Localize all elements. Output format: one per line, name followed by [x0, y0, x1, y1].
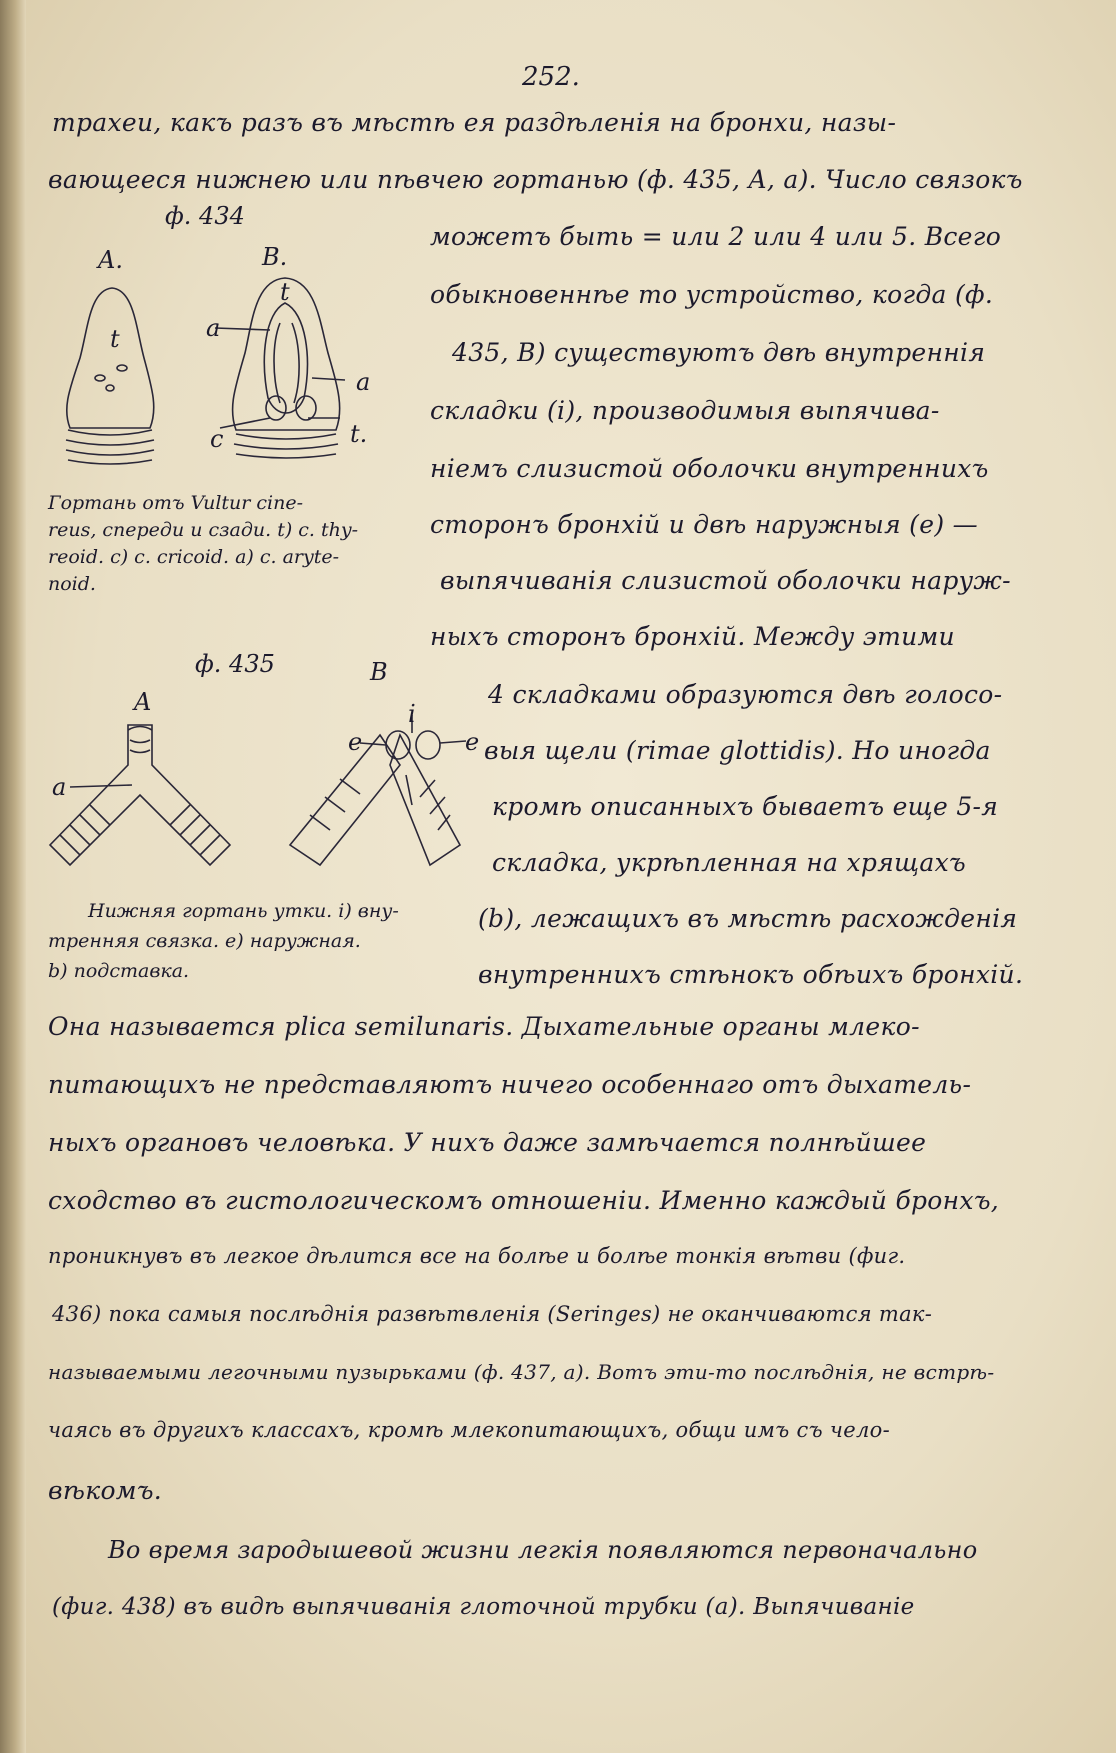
text-line: Во время зародышевой жизни легкія появляются первоначально: [108, 1536, 978, 1564]
text-line: сторонъ бронхій и двѣ наружныя (e) —: [430, 510, 978, 539]
text-line: питающихъ не представляютъ ничего особеннаго отъ дыхатель-: [48, 1070, 972, 1099]
figure-434-label-b: B.: [262, 243, 288, 271]
text-line: Она называется plica semilunaris. Дыхательные органы млеко-: [48, 1012, 920, 1041]
text-line: кромѣ описанныхъ бываетъ еще 5-я: [492, 792, 999, 821]
figure-label-435: ф. 435: [195, 650, 275, 678]
text-line: ніемъ слизистой оболочки внутреннихъ: [430, 454, 989, 483]
text-line: 4 складками образуются двѣ голосо-: [488, 680, 1003, 709]
diagram-letter-t: t: [110, 325, 120, 353]
figure-caption-434-line: reoid. c) c. cricoid. a) c. aryte-: [48, 546, 340, 568]
diagram-letter-e: e: [348, 728, 363, 756]
diagram-letter-a: a: [52, 773, 67, 801]
text-line: можетъ быть = или 2 или 4 или 5. Всего: [430, 222, 1002, 251]
larynx-figure-434: [40, 268, 380, 488]
text-line: (b), лежащихъ въ мѣстѣ расхожденія: [478, 904, 1018, 933]
figure-caption-435-line: тренняя связка. e) наружная.: [48, 930, 361, 952]
text-line: чаясь въ другихъ классахъ, кромѣ млекопитающихъ, общи имъ съ чело-: [48, 1418, 890, 1442]
figure-caption-435-line: b) подставка.: [48, 960, 190, 982]
diagram-letter-t: t: [280, 278, 290, 306]
text-line: выя щели (rimae glottidis). Но иногда: [484, 736, 991, 765]
figure-435-label-b: B: [370, 658, 388, 686]
text-line: ныхъ органовъ человѣка. У нихъ даже замѣчается полнѣйшее: [48, 1128, 927, 1157]
figure-caption-434-line: noid.: [48, 573, 96, 595]
book-spine-shadow: [0, 0, 26, 1753]
figure-label-434: ф. 434: [165, 202, 245, 230]
text-line: называемыми легочными пузырьками (ф. 437, a). Вотъ эти-то послѣднія, не встрѣ-: [48, 1360, 995, 1384]
text-line: складка, укрѣпленная на хрящахъ: [492, 848, 966, 877]
syrinx-figure-435: [40, 705, 470, 885]
text-line: выпячиванія слизистой оболочки наруж-: [440, 566, 1011, 595]
page-number: 252.: [522, 62, 580, 92]
figure-434-label-a: A.: [98, 246, 123, 274]
figure-caption-434-line: reus, спереди и сзади. t) c. thy-: [48, 519, 359, 541]
text-line: 436) пока самыя послѣднія развѣтвленія (Seringes) не оканчиваются так-: [52, 1302, 933, 1326]
text-line: обыкновеннѣе то устройство, когда (ф.: [430, 280, 994, 309]
text-line: 435, B) существуютъ двѣ внутреннія: [452, 338, 986, 367]
diagram-letter-a: a: [206, 314, 221, 342]
text-line: сходство въ гистологическомъ отношеніи. Именно каждый бронхъ,: [48, 1186, 1000, 1215]
diagram-letter-t-dot: t.: [350, 420, 368, 448]
text-line: внутреннихъ стѣнокъ обѣихъ бронхій.: [478, 960, 1024, 989]
text-line: проникнувъ въ легкое дѣлится все на болѣе и болѣе тонкія вѣтви (фиг.: [48, 1244, 906, 1268]
text-line: вающееся нижнею или пѣвчею гортанью (ф. 435, A, a). Число связокъ: [48, 165, 1023, 194]
figure-caption-435-line: Нижняя гортань утки. i) вну-: [88, 900, 399, 922]
diagram-letter-c: c: [210, 425, 224, 453]
diagram-letter-i: i: [408, 700, 416, 728]
text-line: вѣкомъ.: [48, 1476, 163, 1505]
figure-caption-434-line: Гортань отъ Vultur cine-: [48, 492, 304, 514]
text-line: (фиг. 438) въ видѣ выпячиванія глоточной трубки (a). Выпячиваніе: [52, 1594, 915, 1620]
figure-435-label-a: A: [134, 688, 152, 716]
text-line: складки (i), производимыя выпячива-: [430, 396, 940, 425]
text-line: ныхъ сторонъ бронхій. Между этими: [430, 622, 955, 651]
diagram-letter-a: a: [356, 368, 371, 396]
text-line: трахеи, какъ разъ въ мѣстѣ ея раздѣленія на бронхи, назы-: [52, 108, 897, 137]
diagram-letter-e: e: [465, 728, 480, 756]
